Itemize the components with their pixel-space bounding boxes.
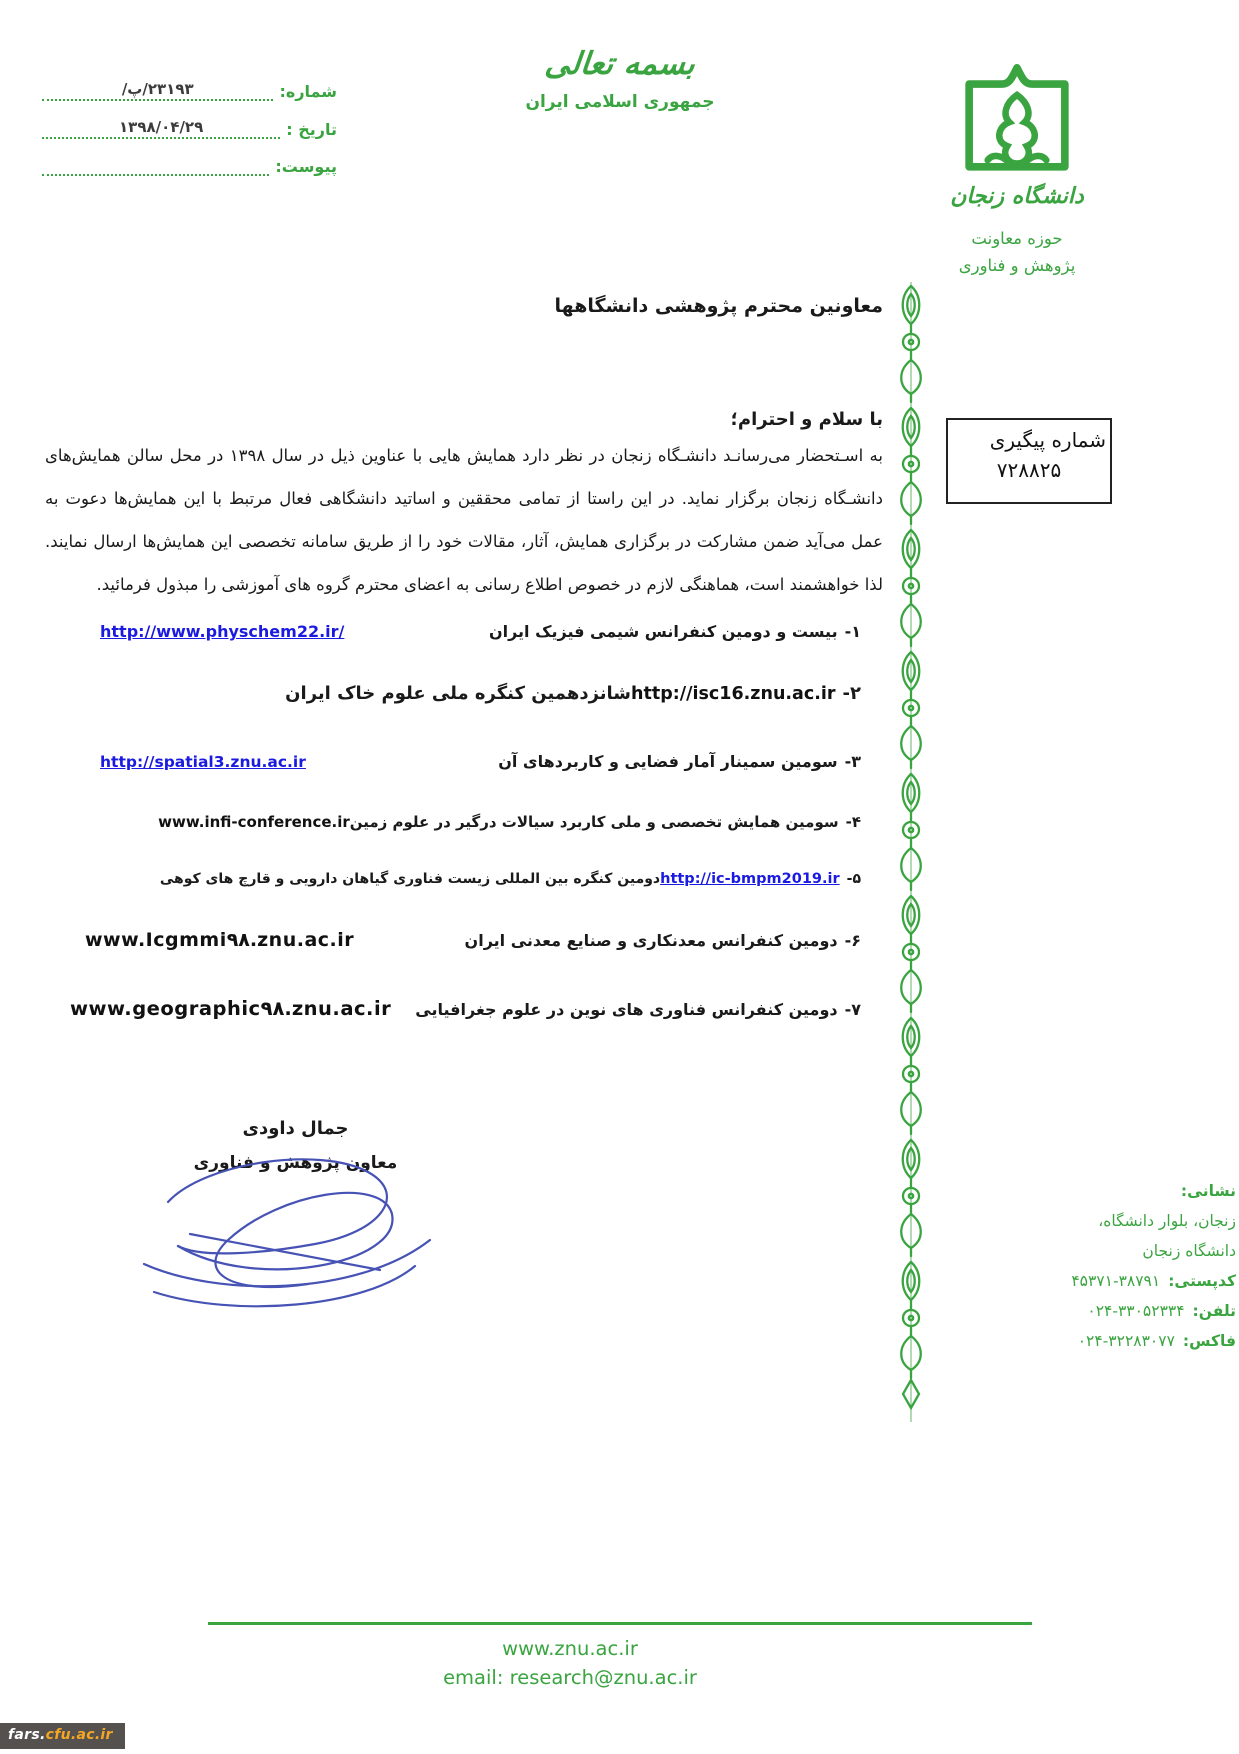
conference-title — [415, 1000, 861, 1019]
conference-link[interactable]: www.infi-conference.ir — [158, 813, 350, 831]
conference-link[interactable]: http://isc16.znu.ac.ir — [631, 684, 836, 704]
tracking-number-box — [946, 418, 1112, 504]
conference-number: ۳- — [844, 752, 861, 771]
footer-website[interactable]: www.znu.ac.ir — [502, 1637, 638, 1660]
conference-name: سومین همایش تخصصی و ملی کاربرد سیالات درگیر در علوم زمین — [349, 813, 839, 831]
address-label: نشانی: — [1180, 1182, 1236, 1200]
conference-number: ۵- — [846, 871, 861, 887]
conference-name: دومین کنگره بین المللی زیست فناوری گیاهان دارویی و قارچ های کوهی — [159, 871, 661, 887]
letter-date-leader — [42, 118, 280, 139]
conference-item-5 — [45, 871, 861, 887]
conference-list — [45, 622, 883, 1020]
conference-title — [498, 752, 861, 771]
letterhead-center — [420, 46, 820, 112]
fax-label: فاکس: — [1182, 1332, 1236, 1350]
letter-number-leader — [42, 80, 273, 101]
conference-link[interactable]: http://ic-bmpm2019.ir — [660, 871, 840, 887]
phone-label: تلفن: — [1192, 1302, 1236, 1320]
watermark-prefix: fars. — [8, 1727, 46, 1743]
letter-body: به اسـتحضار می‌رسانـد دانشـگاه زنجان در نظر دارد همایش هایی با عناوین ذیل در سال ۱۳۹۸ در محل سالن همایش‌های دانشـگاه زنجان برگزار نماید. در این راستا از تمامی محققین و اساتید دانشگاهی فعال مرتبط با این همایش‌ها دعوت به عمل می‌آید ضمن مشارکت در برگزاری همایش، آثار، مقالات خود را از طریق سامانه تخصصی این همایش‌ها ارسال نمایند. لذا خواهشمند است، هماهنگی لازم در خصوص اطلاع رسانی به اعضای محترم گروه های آموزشی را مبذول فرمائید. — [45, 446, 883, 594]
address-line2: دانشگاه زنجان — [1142, 1242, 1236, 1260]
footer-email[interactable]: email: research@znu.ac.ir — [443, 1666, 697, 1689]
postal-value: ۴۵۳۷۱-۳۸۷۹۱ — [1071, 1272, 1161, 1290]
conference-item-2 — [45, 683, 861, 704]
conference-title — [489, 622, 861, 641]
postal-label: کدپستی: — [1168, 1272, 1236, 1290]
conference-link[interactable]: www.Icgmmi۹۸.znu.ac.ir — [85, 929, 355, 951]
phone-value: ۰۲۴-۳۳۰۵۲۳۳۴ — [1087, 1302, 1185, 1320]
letter-attachment-label: پیوست: — [275, 157, 337, 176]
watermark-badge — [0, 1723, 125, 1749]
office-line1: حوزه معاونت — [971, 229, 1063, 248]
conference-name: دومین کنفرانس فناوری های نوین در علوم جغرافیایی — [415, 1000, 838, 1019]
letter-date-row — [42, 118, 337, 139]
recipient-heading: معاونین محترم پژوهشی دانشگاهها — [554, 295, 883, 317]
conference-item-4 — [45, 813, 861, 831]
letter-attachment-row — [42, 156, 337, 176]
tracking-label: شماره پیگیری — [989, 428, 1106, 452]
office-line2: پژوهش و فناوری — [958, 256, 1076, 276]
phone-row — [924, 1296, 1236, 1326]
conference-name: شانزدهمین کنگره ملی علوم خاک ایران — [285, 683, 632, 704]
tracking-number: ۷۲۸۸۲۵ — [996, 458, 1062, 482]
conference-item-1 — [45, 622, 861, 641]
conference-link[interactable]: http://www.physchem22.ir/ — [100, 622, 345, 641]
fax-row — [924, 1326, 1236, 1356]
conference-title — [465, 931, 861, 950]
contact-block — [918, 1176, 1236, 1356]
besmellah-calligraphy: بسمه تعالی — [543, 46, 697, 82]
university-logo-icon — [951, 58, 1083, 182]
conference-link[interactable]: http://spatial3.znu.ac.ir — [100, 753, 306, 771]
letter-number-label: شماره: — [279, 82, 337, 101]
watermark-suffix: cfu.ac.ir — [45, 1727, 113, 1743]
letter-number-value: ۲۳۱۹۳/پ/ — [121, 80, 194, 98]
letter-date-value: ۱۳۹۸/۰۴/۲۹ — [119, 118, 204, 136]
conference-number: ۴- — [845, 813, 861, 831]
address-line1: زنجان، بلوار دانشگاه، — [1098, 1212, 1236, 1230]
letter-number-row — [42, 80, 337, 101]
conference-link[interactable]: www.geographic۹۸.znu.ac.ir — [70, 997, 392, 1020]
university-name: دانشگاه زنجان — [950, 184, 1084, 209]
conference-name: دومین کنفرانس معدنکاری و صنایع معدنی ایران — [464, 931, 838, 950]
conference-item-7 — [45, 997, 861, 1020]
conference-number: ۱- — [844, 622, 861, 641]
postal-row — [924, 1266, 1236, 1296]
conference-number: ۶- — [844, 931, 861, 950]
footer — [190, 1634, 950, 1692]
signer-title: معاون پژوهش و فناوری — [193, 1153, 398, 1173]
conference-name: بیست و دومین کنفرانس شیمی فیزیک ایران — [488, 622, 838, 641]
signer-name: جمال داودی — [242, 1118, 349, 1139]
letter-date-label: تاریخ : — [286, 120, 337, 139]
country-title: جمهوری اسلامی ایران — [525, 92, 715, 112]
conference-item-3 — [45, 752, 861, 771]
footer-divider — [208, 1622, 1032, 1625]
letter-attachment-leader — [42, 156, 269, 176]
conference-name: سومین سمینار آمار فضایی و کاربردهای آن — [498, 752, 838, 771]
letterhead-meta — [42, 80, 337, 193]
conference-item-6 — [45, 929, 861, 951]
office-title — [922, 225, 1112, 279]
signature-block — [138, 1118, 453, 1333]
salutation: با سلام و احترام؛ — [730, 409, 883, 430]
letterhead-logo-block — [922, 58, 1112, 279]
fax-value: ۰۲۴-۳۲۲۸۳۰۷۷ — [1077, 1332, 1175, 1350]
letter-content — [45, 295, 883, 1020]
conference-number: ۲- — [842, 683, 861, 704]
conference-number: ۷- — [844, 1000, 861, 1019]
